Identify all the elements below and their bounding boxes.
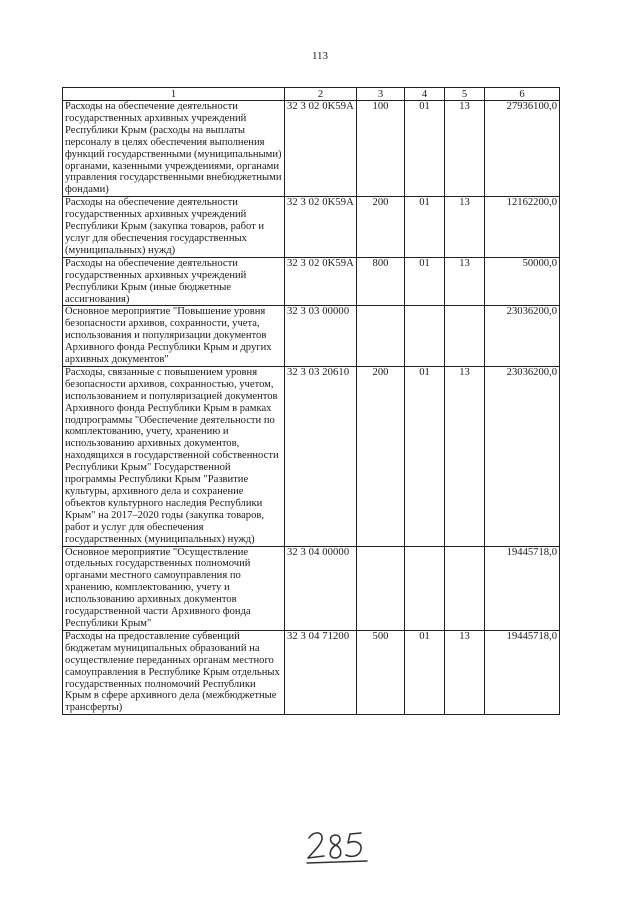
row-subsection: 13 <box>445 101 485 197</box>
row-expense-type <box>357 306 405 367</box>
column-header-4: 4 <box>405 88 445 101</box>
row-expense-type: 800 <box>357 257 405 306</box>
row-subsection: 13 <box>445 366 485 546</box>
column-header-3: 3 <box>357 88 405 101</box>
row-section: 01 <box>405 366 445 546</box>
column-header-1: 1 <box>63 88 285 101</box>
table-header-row <box>63 88 560 101</box>
column-header-5: 5 <box>445 88 485 101</box>
row-code: 32 3 02 0K59A <box>285 257 357 306</box>
table-row <box>63 257 560 306</box>
row-name: Основное мероприятие "Повышение уровня безопасности архивов, сохранности, учета, использования и популяризации документов Архивного фонда Республики Крым и других архивных документов" <box>63 306 285 367</box>
row-amount: 23036200,0 <box>485 366 560 546</box>
row-amount: 50000,0 <box>485 257 560 306</box>
row-code: 32 3 04 00000 <box>285 546 357 630</box>
row-subsection <box>445 306 485 367</box>
row-code: 32 3 03 20610 <box>285 366 357 546</box>
row-section: 01 <box>405 630 445 714</box>
table-row <box>63 366 560 546</box>
row-name: Расходы на обеспечение деятельности государственных архивных учреждений Республики Крым (иные бюджетные ассигнования) <box>63 257 285 306</box>
table-row <box>63 546 560 630</box>
row-name: Расходы на обеспечение деятельности государственных архивных учреждений Республики Крым (расходы на выплаты персоналу в целях обеспечения выполнения функций государственными (муниципальными) органами, казенными учреждениями, органами управления государственными внебюджетными фондами) <box>63 101 285 197</box>
table-row <box>63 306 560 367</box>
column-header-6: 6 <box>485 88 560 101</box>
row-section <box>405 306 445 367</box>
row-name: Расходы, связанные с повышением уровня безопасности архивов, сохранностью, учетом, использованием и популяризацией документов Архивного фонда Республики Крым в рамках подпрограммы "Обеспечение деятельности по комплектованию, учету, хранению и использованию архивных документов, находящихся в государственной собственности Республики Крым" Государственной программы Республики Крым "Развитие культуры, архивного дела и сохранение объектов культурного наследия Республики Крым" на 2017–2020 годы (закупка товаров, работ и услуг для обеспечения государственных (муниципальных) нужд) <box>63 366 285 546</box>
row-section: 01 <box>405 197 445 258</box>
budget-table <box>62 87 560 715</box>
row-name: Расходы на предоставление субвенций бюджетам муниципальных образований на осуществление переданных органам местного самоуправления в Республике Крым отдельных государственных полномочий Республики Крым в сфере архивного дела (межбюджетные трансферты) <box>63 630 285 714</box>
row-amount: 27936100,0 <box>485 101 560 197</box>
table-row <box>63 101 560 197</box>
row-expense-type: 200 <box>357 197 405 258</box>
row-subsection: 13 <box>445 197 485 258</box>
row-code: 32 3 02 0K59A <box>285 101 357 197</box>
row-section <box>405 546 445 630</box>
row-amount: 19445718,0 <box>485 546 560 630</box>
column-header-2: 2 <box>285 88 357 101</box>
row-section: 01 <box>405 101 445 197</box>
row-expense-type: 500 <box>357 630 405 714</box>
row-expense-type <box>357 546 405 630</box>
row-subsection: 13 <box>445 257 485 306</box>
row-amount: 12162200,0 <box>485 197 560 258</box>
table-row <box>63 197 560 258</box>
page-number: 113 <box>311 50 329 62</box>
row-subsection <box>445 546 485 630</box>
row-name: Расходы на обеспечение деятельности государственных архивных учреждений Республики Крым (закупка товаров, работ и услуг для обеспечения государственных (муниципальных) нужд) <box>63 197 285 258</box>
row-code: 32 3 02 0K59A <box>285 197 357 258</box>
row-subsection: 13 <box>445 630 485 714</box>
row-amount: 19445718,0 <box>485 630 560 714</box>
row-expense-type: 200 <box>357 366 405 546</box>
row-code: 32 3 03 00000 <box>285 306 357 367</box>
row-expense-type: 100 <box>357 101 405 197</box>
row-name: Основное мероприятие "Осуществление отдельных государственных полномочий органами местного самоуправления по хранению, комплектованию, учету и использованию архивных документов государственной части Архивного фонда Республики Крым" <box>63 546 285 630</box>
table-row <box>63 630 560 714</box>
row-section: 01 <box>405 257 445 306</box>
handwritten-page-number <box>305 828 375 866</box>
row-amount: 23036200,0 <box>485 306 560 367</box>
row-code: 32 3 04 71200 <box>285 630 357 714</box>
